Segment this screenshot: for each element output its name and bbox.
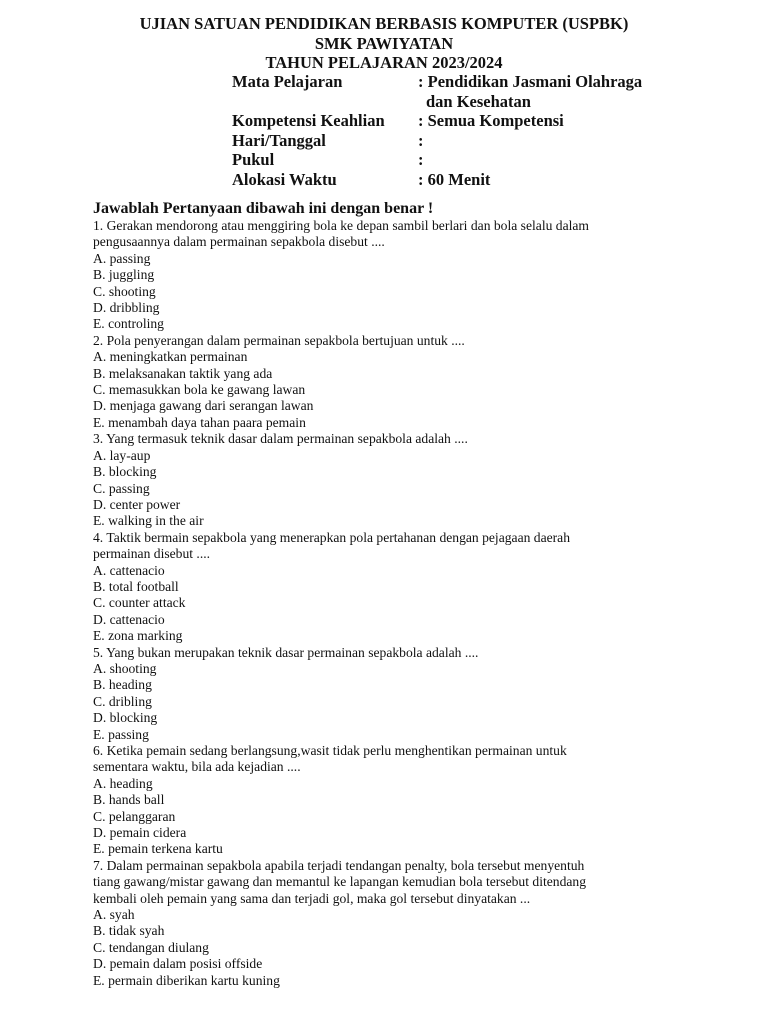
answer-option: E. menambah daya tahan paara pemain (93, 414, 306, 430)
answer-option: C. tendangan diulang (93, 939, 209, 955)
answer-option: E. pemain terkena kartu (93, 841, 223, 857)
answer-option: C. memasukkan bola ke gawang lawan (93, 382, 306, 398)
academic-year: TAHUN PELAJARAN 2023/2024 (265, 53, 503, 72)
answer-option: A. heading (93, 775, 153, 791)
answer-option: C. passing (93, 480, 150, 496)
question-text: 3. Yang termasuk teknik dasar dalam permainan sepakbola adalah .... (93, 431, 468, 447)
info-row-subject (232, 72, 752, 92)
info-row-date (232, 131, 752, 151)
info-value: : (418, 150, 424, 169)
info-label: Alokasi Waktu (232, 169, 337, 189)
answer-option: D. blocking (93, 710, 158, 726)
answer-option: A. shooting (93, 660, 157, 676)
question-text: 6. Ketika pemain sedang berlangsung,wasit tidak perlu menghentikan permainan untuk (93, 743, 567, 758)
answer-option: A. cattenacio (93, 562, 165, 578)
answer-option: D. center power (93, 496, 181, 512)
question-item (93, 530, 668, 645)
answer-option: A. passing (93, 250, 151, 266)
question-item (93, 743, 668, 858)
instruction: Jawablah Pertanyaan dibawah ini dengan benar ! (93, 200, 434, 217)
answer-option: B. melaksanakan taktik yang ada (93, 365, 273, 381)
info-label: Mata Pelajaran (232, 72, 343, 91)
info-value: : 60 Menit (418, 169, 491, 189)
question-text: 1. Gerakan mendorong atau menggiring bola ke depan sambil berlari dan bola selalu dalam (93, 218, 590, 233)
answer-option: A. meningkatkan permainan (93, 349, 248, 365)
answer-option: C. shooting (93, 283, 156, 299)
answer-option: C. dribling (93, 693, 152, 709)
school-name: SMK PAWIYATAN (314, 34, 454, 53)
answer-option: D. menjaga gawang dari serangan lawan (93, 398, 314, 414)
question-text: 4. Taktik bermain sepakbola yang menerapkan pola pertahanan dengan pejagaan daerah (93, 529, 571, 545)
question-item (93, 431, 668, 529)
answer-option: A. lay-aup (93, 447, 151, 463)
question-text: 2. Pola penyerangan dalam permainan sepakbola bertujuan untuk .... (93, 332, 465, 348)
answer-option: D. pemain cidera (93, 825, 187, 841)
info-value: : (418, 130, 424, 150)
info-value-continued: dan Kesehatan (426, 91, 531, 111)
question-text: pengusaannya dalam permainan sepakbola disebut .... (93, 234, 385, 250)
exam-info (232, 72, 752, 189)
question-text: 7. Dalam permainan sepakbola apabila terjadi tendangan penalty, bola tersebut menyentuh (93, 857, 585, 873)
info-label: Kompetensi Keahlian (232, 111, 385, 130)
info-row-duration (232, 170, 752, 190)
answer-option: A. syah (93, 907, 135, 923)
question-item (93, 333, 668, 431)
exam-title: UJIAN SATUAN PENDIDIKAN BERBASIS KOMPUTER (USPBK) (139, 14, 629, 33)
answer-option: B. juggling (93, 267, 155, 283)
answer-option: B. hands ball (93, 792, 165, 808)
info-value: : Semua Kompetensi (418, 111, 564, 130)
question-item (93, 645, 668, 743)
answer-option: B. blocking (93, 464, 157, 480)
question-text: kembali oleh pemain yang sama dan terjadi gol, maka gol tersebut dinyatakan ... (93, 890, 531, 906)
info-row-competency (232, 111, 752, 131)
answer-option: C. counter attack (93, 595, 186, 611)
question-item (93, 858, 668, 989)
answer-option: B. total football (93, 578, 179, 594)
answer-option: E. zona marking (93, 628, 183, 644)
question-text: sementara waktu, bila ada kejadian .... (93, 759, 301, 775)
answer-option: D. dribbling (93, 300, 160, 316)
answer-option: C. pelanggaran (93, 808, 176, 824)
question-list (93, 218, 668, 989)
info-label: Hari/Tanggal (232, 130, 326, 150)
answer-option: E. passing (93, 726, 149, 742)
answer-option: D. pemain dalam posisi offside (93, 956, 263, 972)
answer-option: B. tidak syah (93, 923, 165, 939)
question-item (93, 218, 668, 333)
info-value: : Pendidikan Jasmani Olahraga (418, 72, 643, 91)
question-text: 5. Yang bukan merupakan teknik dasar permainan sepakbola adalah .... (93, 644, 479, 660)
info-label: Pukul (232, 150, 275, 169)
question-text: tiang gawang/mistar gawang dan memantul ke lapangan kemudian bola tersebut ditendang (93, 874, 586, 890)
answer-option: E. walking in the air (93, 513, 204, 529)
info-row-time (232, 150, 752, 170)
question-text: permainan disebut .... (93, 546, 211, 562)
answer-option: D. cattenacio (93, 611, 165, 627)
answer-option: E. controling (93, 316, 164, 332)
answer-option: E. permain diberikan kartu kuning (93, 972, 280, 988)
answer-option: B. heading (93, 677, 152, 693)
